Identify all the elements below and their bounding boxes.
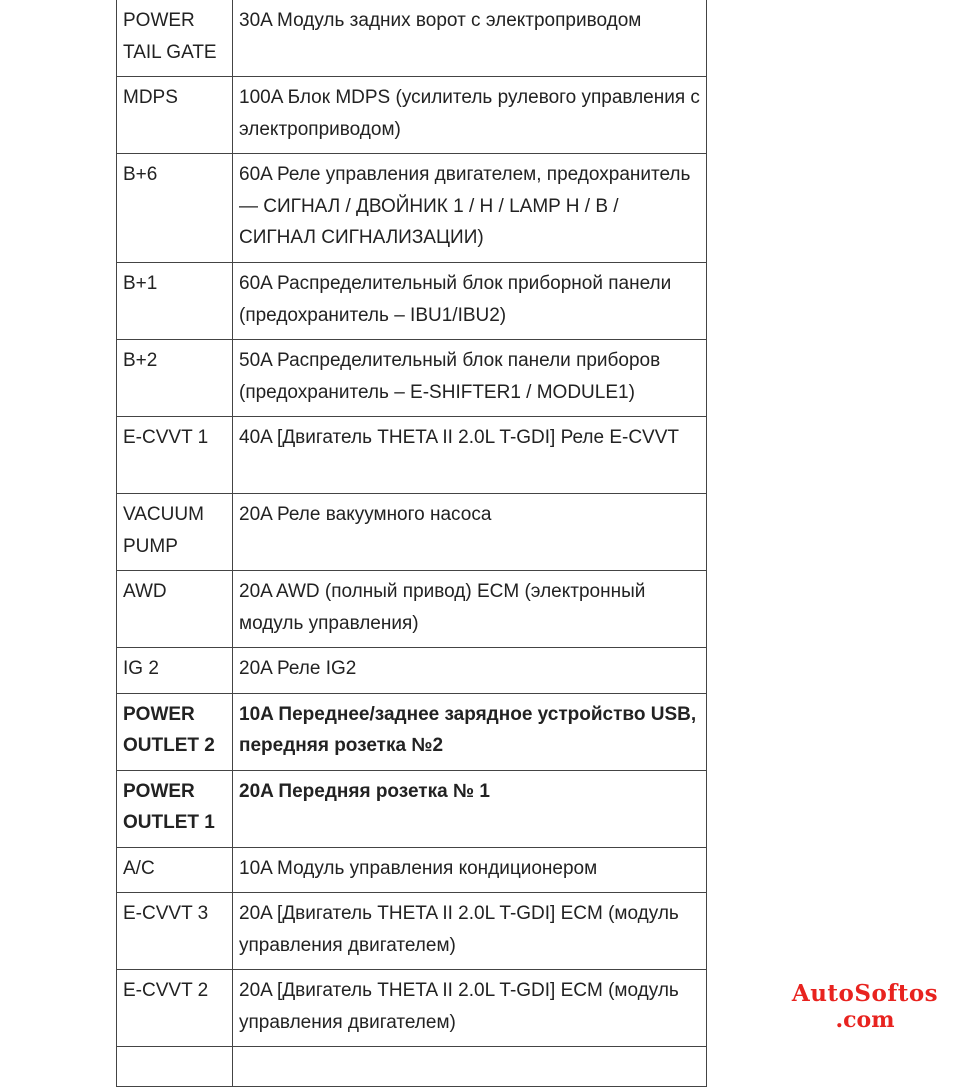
fuse-description-cell: 10A Модуль управления кондиционером [233,847,707,893]
fuse-code-cell: B+2 [117,340,233,417]
table-row [117,0,707,77]
table-row [117,693,707,770]
fuse-table [116,0,707,1087]
table-row [117,417,707,494]
fuse-code-cell: E-CVVT 2 [117,970,233,1047]
table-row [117,648,707,694]
fuse-code-cell: AWD [117,571,233,648]
table-row [117,154,707,263]
fuse-code-cell: A/C [117,847,233,893]
fuse-code-cell: E-CVVT 3 [117,893,233,970]
fuse-description-cell: 20A [Двигатель THETA II 2.0L T-GDI] ECM (модуль управления двигателем) [233,893,707,970]
table-row [117,263,707,340]
fuse-description-cell: 30A Модуль задних ворот с электроприводом [233,0,707,77]
fuse-code-cell-empty [117,1047,233,1087]
fuse-description-cell: 60A Реле управления двигателем, предохранитель — СИГНАЛ / ДВОЙНИК 1 / H / LAMP H / B / СИГНАЛ СИГНАЛИЗАЦИИ) [233,154,707,263]
table-row [117,847,707,893]
fuse-description-cell: 20A Реле вакуумного насоса [233,494,707,571]
fuse-description-cell: 20A Реле IG2 [233,648,707,694]
watermark-domain: .com [835,1007,895,1033]
fuse-description-cell: 100A Блок MDPS (усилитель рулевого управления с электроприводом) [233,77,707,154]
fuse-description-cell: 20A AWD (полный привод) ECM (электронный модуль управления) [233,571,707,648]
fuse-table-body [117,0,707,1087]
table-row [117,494,707,571]
fuse-description-cell: 20A Передняя розетка № 1 [233,770,707,847]
watermark-logo [770,982,960,1031]
fuse-code-cell: E-CVVT 1 [117,417,233,494]
watermark-text: AutoSoftos [791,980,939,1007]
fuse-code-cell: IG 2 [117,648,233,694]
fuse-code-cell: MDPS [117,77,233,154]
fuse-description-cell: 20A [Двигатель THETA II 2.0L T-GDI] ECM (модуль управления двигателем) [233,970,707,1047]
table-row [117,571,707,648]
fuse-description-cell: 60A Распределительный блок приборной панели (предохранитель – IBU1/IBU2) [233,263,707,340]
fuse-description-cell-empty [233,1047,707,1087]
fuse-description-cell: 50A Распределительный блок панели приборов (предохранитель – E-SHIFTER1 / MODULE1) [233,340,707,417]
table-row [117,340,707,417]
fuse-code-cell: B+6 [117,154,233,263]
fuse-code-cell: POWER OUTLET 1 [117,770,233,847]
table-row [117,893,707,970]
fuse-description-cell: 40A [Двигатель THETA II 2.0L T-GDI] Реле E-CVVT [233,417,707,494]
table-row [117,77,707,154]
fuse-description-cell: 10A Переднее/заднее зарядное устройство USB, передняя розетка №2 [233,693,707,770]
fuse-code-cell: POWER TAIL GATE [117,0,233,77]
table-row [117,1047,707,1087]
fuse-code-cell: B+1 [117,263,233,340]
table-row [117,770,707,847]
table-row [117,970,707,1047]
fuse-code-cell: POWER OUTLET 2 [117,693,233,770]
fuse-code-cell: VACUUM PUMP [117,494,233,571]
